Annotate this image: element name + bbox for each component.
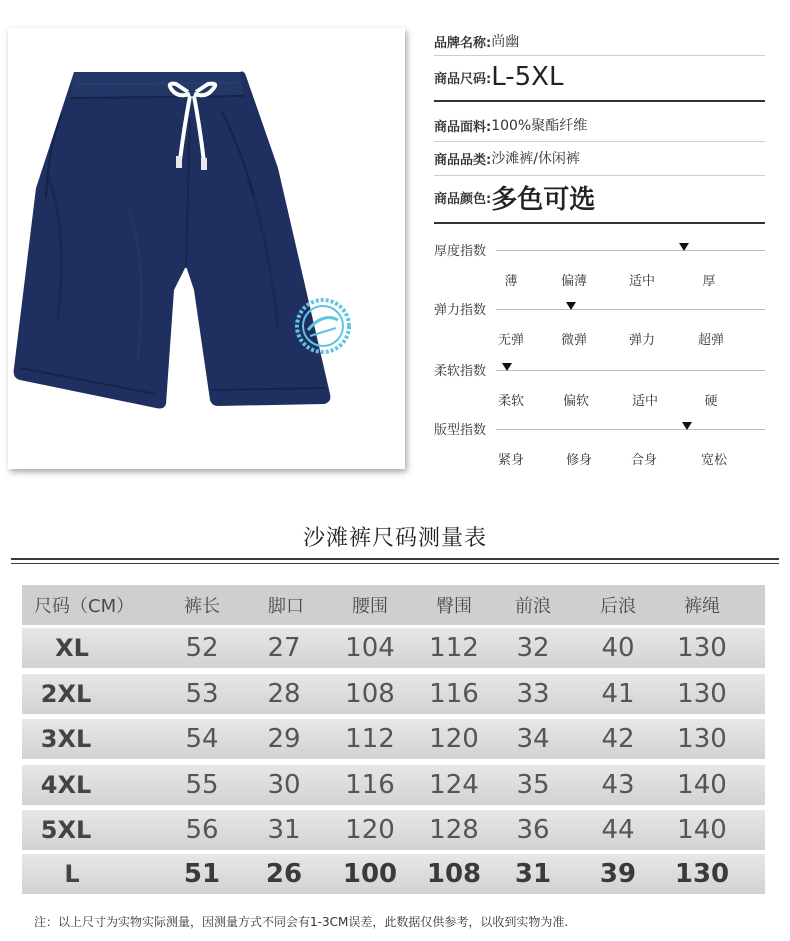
- table-cell: 34: [516, 724, 550, 754]
- size-cell: 4XL: [40, 771, 92, 799]
- table-cell: 108: [345, 679, 395, 709]
- table-cell: 31: [267, 815, 301, 845]
- table-cell: 31: [514, 859, 552, 889]
- table-cell: 52: [185, 633, 219, 663]
- table-cell: 51: [183, 859, 221, 889]
- table-header-row: [22, 585, 765, 625]
- table-cell: 42: [601, 724, 635, 754]
- table-cell: 44: [601, 815, 635, 845]
- scale-option: 紧身: [497, 453, 525, 468]
- scale-option: 弹力: [628, 333, 656, 348]
- scale-option: 偏薄: [560, 274, 588, 289]
- size-row: [434, 62, 765, 92]
- beach-shorts-image: [8, 28, 405, 469]
- scale-option: 偏软: [562, 394, 590, 409]
- size-cell: L: [64, 860, 80, 888]
- table-cell: 55: [185, 770, 219, 800]
- table-cell: 112: [429, 633, 479, 663]
- color-key: 商品颜色:: [434, 192, 492, 207]
- scale-name: 版型指数: [434, 423, 487, 438]
- size-key: 商品尺码:: [434, 71, 492, 87]
- table-cell: 26: [265, 859, 303, 889]
- table-cell: 28: [267, 679, 301, 709]
- divider: [434, 141, 765, 142]
- table-cell: 116: [345, 770, 395, 800]
- scale-option: 修身: [565, 453, 593, 468]
- divider: [434, 175, 765, 176]
- scale-option: 厚: [702, 274, 716, 289]
- table-cell: 108: [426, 859, 482, 889]
- thickness-scale: [434, 240, 765, 290]
- table-cell: 128: [429, 815, 479, 845]
- size-cell: 5XL: [40, 816, 92, 844]
- table-cell: 33: [516, 679, 550, 709]
- scale-option: 无弹: [497, 333, 525, 348]
- header-cell: 前浪: [515, 596, 551, 617]
- table-cell: 41: [601, 679, 635, 709]
- table-cell: 100: [342, 859, 398, 889]
- table-cell: 130: [677, 633, 727, 663]
- table-title: 沙滩裤尺码测量表: [302, 526, 487, 551]
- scale-option: 超弹: [697, 333, 725, 348]
- table-cell: 39: [599, 859, 637, 889]
- scale-name: 柔软指数: [434, 364, 487, 379]
- table-row: [22, 628, 765, 668]
- divider: [434, 100, 765, 102]
- table-row: [22, 674, 765, 714]
- table-cell: 56: [185, 815, 219, 845]
- scale-track: [496, 370, 765, 371]
- scale-marker: [502, 363, 512, 371]
- scale-option: 适中: [628, 274, 656, 289]
- size-value: L-5XL: [491, 62, 564, 92]
- table-cell: 53: [185, 679, 219, 709]
- table-cell: 43: [601, 770, 635, 800]
- brand-value: 尚幽: [491, 34, 520, 50]
- scale-marker: [566, 302, 576, 310]
- scale-option: 柔软: [497, 394, 525, 409]
- table-cell: 116: [429, 679, 479, 709]
- table-cell: 120: [345, 815, 395, 845]
- table-cell: 30: [267, 770, 301, 800]
- fabric-key: 商品面料:: [434, 119, 492, 135]
- color-row: [434, 179, 765, 216]
- scale-marker: [682, 422, 692, 430]
- size-cell: XL: [55, 634, 89, 662]
- color-value: 多色可选: [491, 185, 596, 215]
- divider: [434, 222, 765, 224]
- softness-scale: [434, 360, 765, 410]
- scale-name: 弹力指数: [434, 303, 487, 318]
- table-cell: 54: [185, 724, 219, 754]
- table-row: [22, 765, 765, 805]
- table-cell: 27: [267, 633, 301, 663]
- table-cell: 36: [516, 815, 550, 845]
- header-cell: 裤绳: [684, 596, 720, 617]
- header-cell: 腰围: [352, 596, 388, 617]
- table-cell: 32: [516, 633, 550, 663]
- scale-track: [496, 309, 765, 310]
- table-cell: 140: [677, 815, 727, 845]
- scale-option: 硬: [704, 394, 718, 409]
- scale-track: [496, 250, 765, 251]
- table-cell: 130: [677, 724, 727, 754]
- brand-row: [434, 31, 765, 51]
- size-cell: 3XL: [40, 725, 92, 753]
- divider: [434, 55, 765, 56]
- table-row: [22, 854, 765, 894]
- table-divider: [11, 558, 779, 560]
- table-row: [22, 810, 765, 850]
- table-cell: 124: [429, 770, 479, 800]
- category-value: 沙滩裤/休闲裤: [491, 151, 580, 167]
- scale-name: 厚度指数: [434, 244, 487, 259]
- scale-option: 微弹: [560, 333, 588, 348]
- elasticity-scale: [434, 299, 765, 349]
- table-cell: 29: [267, 724, 301, 754]
- table-cell: 112: [345, 724, 395, 754]
- table-cell: 140: [677, 770, 727, 800]
- table-divider: [11, 563, 779, 564]
- header-cell: 后浪: [600, 596, 636, 617]
- scale-track: [496, 429, 765, 430]
- header-cell: 脚口: [268, 596, 304, 617]
- scale-marker: [679, 243, 689, 251]
- brand-key: 品牌名称:: [434, 35, 492, 51]
- header-cell: 尺码（CM）: [34, 596, 135, 617]
- fit-scale: [434, 419, 765, 469]
- table-cell: 104: [345, 633, 395, 663]
- size-cell: 2XL: [40, 680, 92, 708]
- scale-option: 宽松: [700, 453, 728, 468]
- footnote: 注：以上尺寸为实物实际测量，因测量方式不同会有1-3CM误差，此数据仅供参考，以收到实物为准.: [34, 915, 569, 929]
- table-cell: 130: [674, 859, 730, 889]
- header-cell: 裤长: [184, 596, 220, 617]
- scale-option: 薄: [504, 274, 518, 289]
- product-photo: [8, 28, 405, 469]
- scale-option: 合身: [630, 453, 658, 468]
- category-row: [434, 148, 765, 168]
- table-cell: 40: [601, 633, 635, 663]
- fabric-row: [434, 115, 765, 135]
- table-cell: 35: [516, 770, 550, 800]
- table-row: [22, 719, 765, 759]
- table-cell: 130: [677, 679, 727, 709]
- fabric-value: 100%聚酯纤维: [491, 118, 588, 134]
- table-cell: 120: [429, 724, 479, 754]
- scale-option: 适中: [631, 394, 659, 409]
- header-cell: 臀围: [436, 596, 472, 617]
- category-key: 商品品类:: [434, 152, 492, 168]
